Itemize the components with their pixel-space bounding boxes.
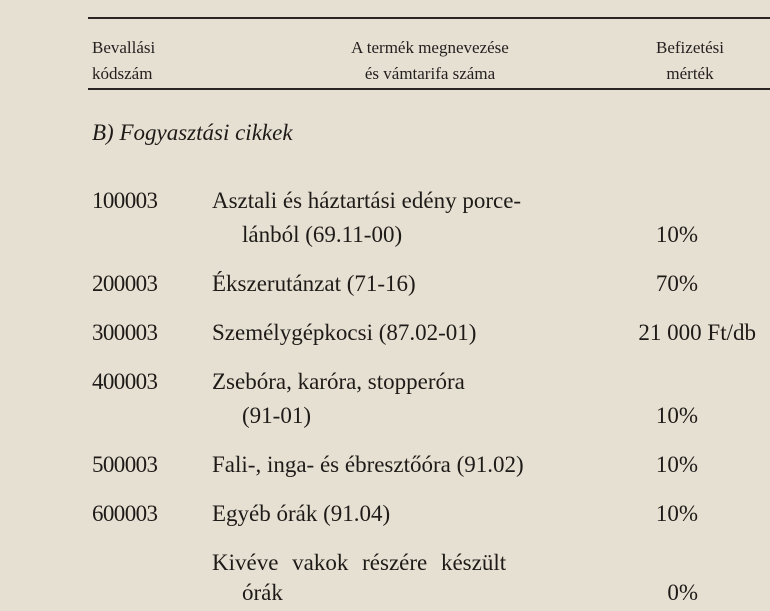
row-rate: 0% [667, 580, 698, 605]
header-code-column [92, 35, 155, 87]
row-description: Kivéve vakok részére készült [212, 550, 507, 575]
row-rate: 10% [655, 452, 698, 477]
row-description: Személygépkocsi (87.02-01) [212, 320, 477, 345]
row-rate: 10% [655, 501, 698, 526]
row-description: Egyéb órák (91.04) [212, 501, 391, 526]
row-description: Zsebóra, karóra, stopperóra [212, 369, 465, 394]
row-code: 300003 [92, 320, 158, 345]
row-description-continued: órák [242, 580, 283, 605]
row-rate: 10% [655, 222, 698, 247]
row-rate: 70% [655, 271, 698, 296]
row-description: Ékszerutánzat (71-16) [212, 271, 416, 296]
header-rate-column [640, 35, 740, 87]
header-rate-line1: Befizetési [656, 38, 724, 57]
header-name-line2: és vámtarifa száma [364, 64, 496, 83]
row-description: Asztali és háztartási edény porce- [212, 188, 522, 213]
header-rate-line2: mérték [666, 64, 714, 83]
row-code: 600003 [92, 501, 158, 526]
row-rate: 21 000 Ft/db [638, 320, 756, 345]
row-code: 400003 [92, 369, 158, 394]
row-description: Fali-, inga- és ébresztőóra (91.02) [212, 452, 524, 477]
row-rate: 10% [655, 403, 698, 428]
header-name-column [300, 35, 560, 87]
row-code: 500003 [92, 452, 158, 477]
header-code-line2: kódszám [92, 64, 153, 83]
row-description-continued: lánból (69.11-00) [242, 222, 403, 247]
header-name-line1: A termék megnevezése [351, 38, 509, 57]
row-code: 200003 [92, 271, 158, 296]
row-code: 100003 [92, 188, 158, 213]
header-bottom-rule [88, 88, 770, 90]
section-title: B) Fogyasztási cikkek [92, 120, 293, 145]
header-code-line1: Bevallási [92, 38, 156, 57]
row-description-continued: (91-01) [242, 403, 311, 428]
header-top-rule [88, 17, 770, 19]
